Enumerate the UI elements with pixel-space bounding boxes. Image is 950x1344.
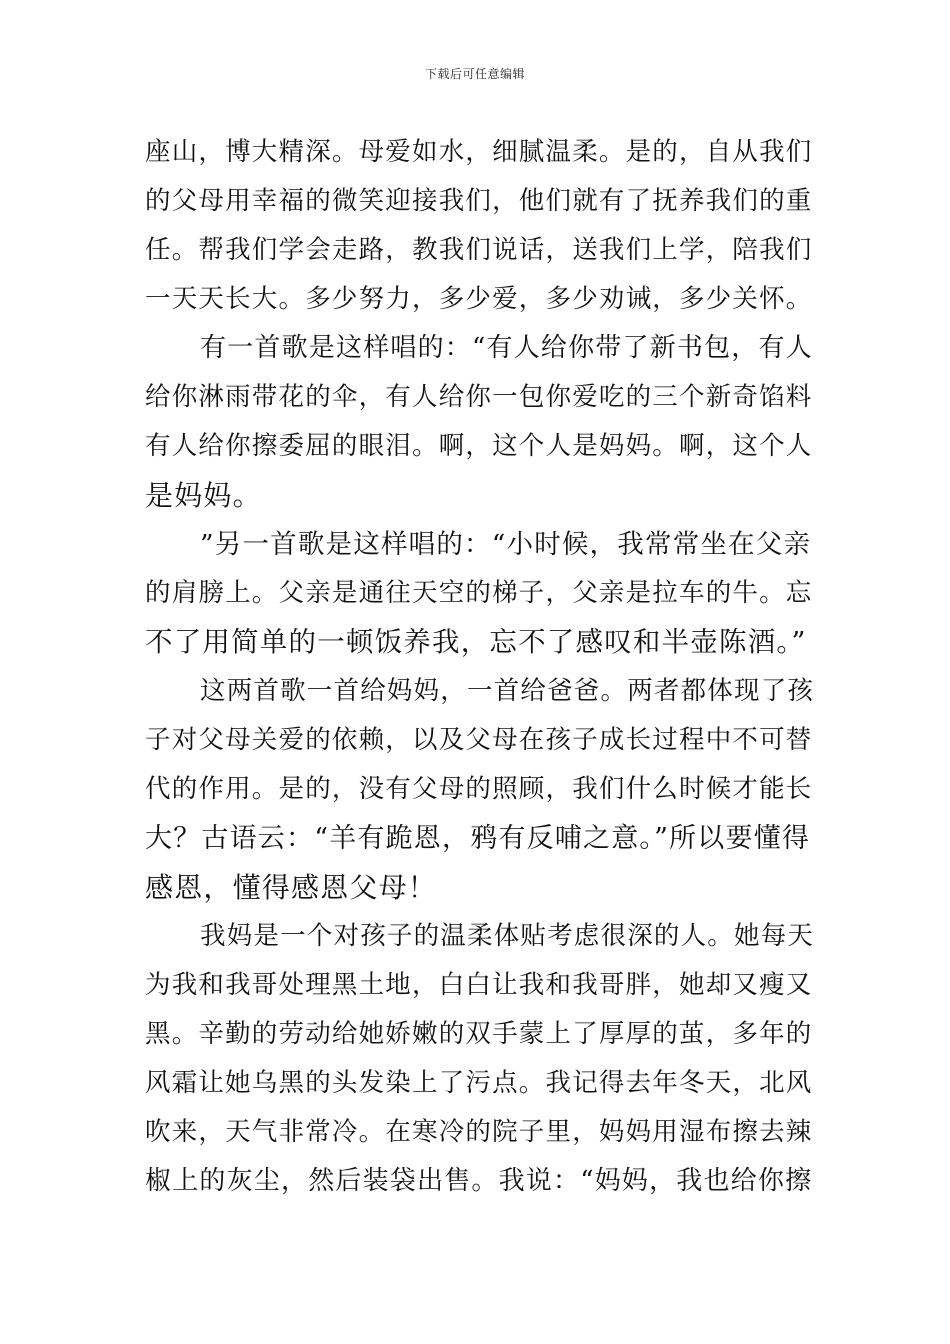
text-line: 一天天长大。多少努力，多少爱，多少劝诫，多少关怀。: [145, 284, 813, 314]
text-line: 椒上的灰尘，然后装袋出售。我说：“妈妈，我也给你擦: [145, 1166, 813, 1196]
text-line: 座山，博大精深。母爱如水，细腻温柔。是的，自从我们: [145, 137, 813, 167]
text-line: 任。帮我们学会走路，教我们说话，送我们上学，陪我们: [145, 235, 813, 265]
paragraph-first-line: 我妈是一个对孩子的温柔体贴考虑很深的人。她每天: [200, 921, 815, 951]
text-line: 代的作用。是的，没有父母的照顾，我们什么时候才能长: [145, 774, 813, 804]
text-line: 给你淋雨带花的伞，有人给你一包你爱吃的三个新奇馅料: [145, 382, 813, 412]
paragraph-first-line: ”另一首歌是这样唱的：“小时候，我常常坐在父亲: [200, 529, 812, 560]
text-line: 风霜让她乌黑的头发染上了污点。我记得去年冬天，北风: [145, 1068, 813, 1098]
text-line: 黑。辛勤的劳动给她娇嫩的双手蒙上了厚厚的茧，多年的: [145, 1019, 813, 1049]
text-line: 是妈妈。: [145, 479, 262, 512]
essay-body: [145, 128, 813, 1206]
text-line: 感恩，懂得感恩父母！: [145, 871, 438, 904]
text-line: 有人给你擦委屈的眼泪。啊，这个人是妈妈。啊，这个人: [145, 431, 813, 461]
text-line: 吹来，天气非常冷。在寒冷的院子里，妈妈用湿布擦去辣: [145, 1117, 813, 1147]
text-line: 的父母用幸福的微笑迎接我们，他们就有了抚养我们的重: [145, 186, 813, 216]
text-line: 子对父母关爱的依赖，以及父母在孩子成长过程中不可替: [145, 725, 813, 755]
text-line: 的肩膀上。父亲是通往天空的梯子，父亲是拉车的牛。忘: [145, 578, 813, 608]
text-line: 不了用简单的一顿饭养我，忘不了感叹和半壶陈酒。”: [145, 626, 807, 658]
paragraph-first-line: 有一首歌是这样唱的：“有人给你带了新书包，有人: [200, 333, 813, 363]
text-line: 大？古语云：“羊有跪恩，鸦有反哺之意。”所以要懂得: [145, 823, 811, 854]
page-header-note: 下载后可任意编辑: [424, 67, 525, 81]
text-line: 为我和我哥处理黑土地，白白让我和我哥胖，她却又瘦又: [145, 970, 813, 1000]
paragraph-first-line: 这两首歌一首给妈妈，一首给爸爸。两者都体现了孩: [200, 676, 815, 706]
